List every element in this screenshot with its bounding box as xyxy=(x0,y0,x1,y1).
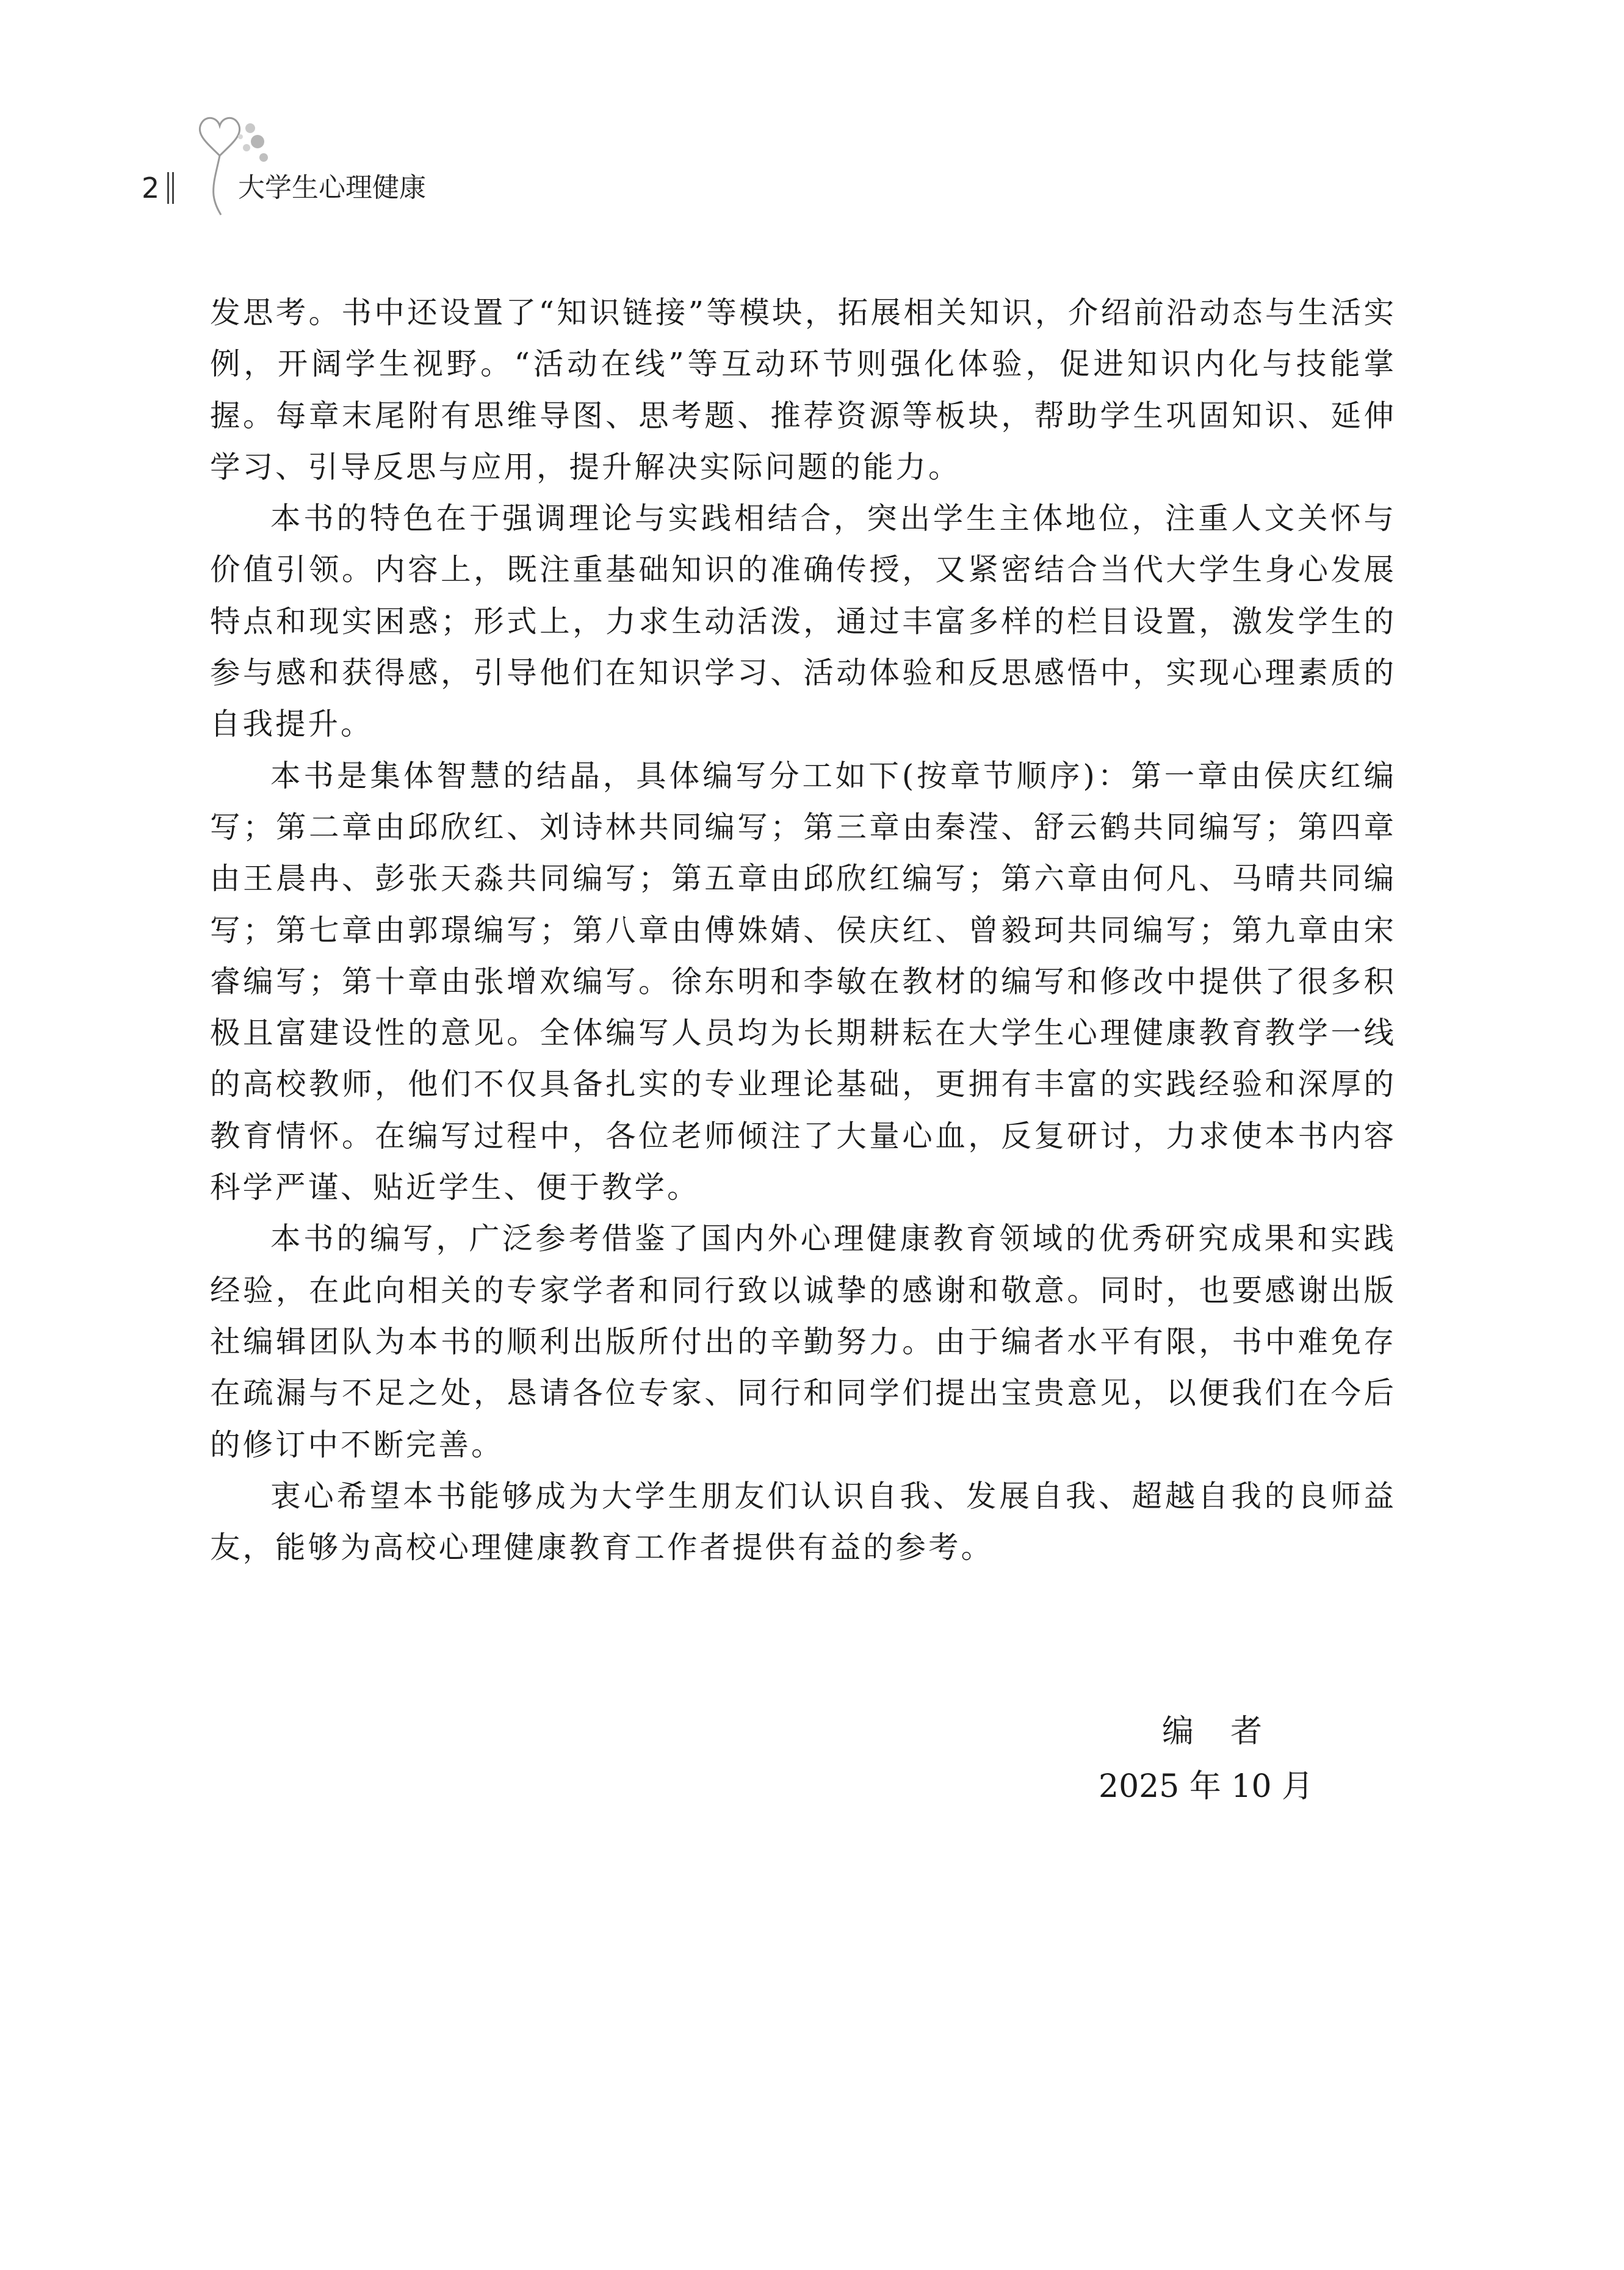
paragraph: 本书的编写，广泛参考借鉴了国内外心理健康教育领域的优秀研究成果和实践经验，在此向相关的专家学者和同行致以诚挚的感谢和敬意。同时，也要感谢出版社编辑团队为本书的顺利出版所付出的辛勤努力。由于编者水平有限，书中难免存在疏漏与不足之处，恳请各位专家、同行和同学们提出宝贵意见，以便我们在今后的修订中不断完善。 xyxy=(210,1221,1396,1462)
paragraph: 发思考。书中还设置了“知识链接”等模块，拓展相关知识，介绍前沿动态与生活实例，开阔学生视野。“活动在线”等互动环节则强化体验，促进知识内化与技能掌握。每章末尾附有思维导图、思考题、推荐资源等板块，帮助学生巩固知识、延伸学习、引导反思与应用，提升解决实际问题的能力。 xyxy=(210,295,1396,485)
paragraph: 本书的特色在于强调理论与实践相结合，突出学生主体地位，注重人文关怀与价值引领。内容上，既注重基础知识的准确传授，又紧密结合当代大学生身心发展特点和现实困惑；形式上，力求生动活泼，通过丰富多样的栏目设置，激发学生的参与感和获得感，引导他们在知识学习、活动体验和反思感悟中，实现心理素质的自我提升。 xyxy=(210,501,1396,742)
page-header xyxy=(0,0,1624,220)
signature-date: 2025 年 10 月 xyxy=(1099,1768,1314,1805)
paragraph: 衷心希望本书能够成为大学生朋友们认识自我、发展自我、超越自我的良师益友，能够为高校心理健康教育工作者提供有益的参考。 xyxy=(210,1478,1396,1566)
signature-author: 编者 xyxy=(1162,1713,1299,1750)
page-number: 2 xyxy=(142,172,160,204)
header-divider-icon xyxy=(166,172,178,204)
preface-body xyxy=(210,287,1396,1573)
running-title: 大学生心理健康 xyxy=(238,172,426,203)
paragraph: 本书是集体智慧的结晶，具体编写分工如下(按章节顺序)：第一章由侯庆红编写；第二章由邱欣红、刘诗林共同编写；第三章由秦滢、舒云鹤共同编写；第四章由王晨冉、彭张天淼共同编写；第五章由邱欣红编写；第六章由何凡、马晴共同编写；第七章由郭璟编写；第八章由傅姝婧、侯庆红、曾毅珂共同编写；第九章由宋睿编写；第十章由张增欢编写。徐东明和李敏在教材的编写和修改中提供了很多积极且富建设性的意见。全体编写人员均为长期耕耘在大学生心理健康教育教学一线的高校教师，他们不仅具备扎实的专业理论基础，更拥有丰富的实践经验和深厚的教育情怀。在编写过程中，各位老师倾注了大量心血，反复研讨，力求使本书内容科学严谨、贴近学生、便于教学。 xyxy=(210,757,1396,1205)
